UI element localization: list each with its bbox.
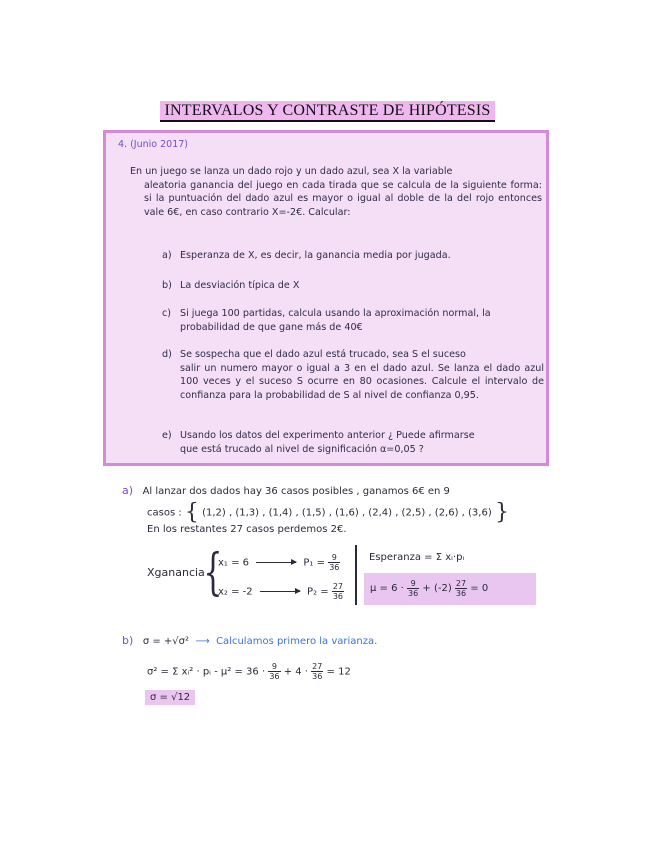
variance-mid: + 4 ·: [283, 666, 308, 678]
separator-line: [355, 545, 357, 605]
part-text-rest: salir un numero mayor o igual a 3 en el dado azul. Se lanza el dado azul 100 veces y el suceso S ocurre en 80 ocasiones. Calcule el intervalo de confianza para la probabilidad de S al nivel de confianza 0,95.: [180, 362, 544, 401]
x2-value: x₂ = -2: [218, 586, 253, 598]
mu-f2-numerator: 27: [455, 578, 467, 588]
sigma-definition: σ = +√σ²: [142, 636, 189, 647]
part-text: Si juega 100 partidas, calcula usando la aproximación normal, la: [180, 308, 491, 319]
problem-part-e: [162, 429, 544, 456]
close-brace: }: [494, 500, 509, 525]
mu-rhs: = 0: [470, 583, 489, 594]
p2-label: P₂ =: [307, 586, 329, 598]
part-text-rest: que está trucado al nivel de significación α=0,05 ?: [180, 443, 424, 455]
mu-result: [364, 573, 536, 605]
var-f2-denominator: 36: [312, 672, 323, 681]
part-text: Usando los datos del experimento anterior ¿ Puede afirmarse: [180, 430, 475, 441]
mu-f1-numerator: 9: [407, 579, 419, 589]
problem-part-b: [162, 279, 544, 293]
p1-label: P₁ =: [303, 557, 326, 569]
page-title: INTERVALOS Y CONTRASTE DE HIPÓTESIS: [160, 101, 494, 122]
mu-f1-denominator: 36: [408, 588, 419, 598]
part-label: d): [162, 349, 172, 360]
arrow-icon: [256, 562, 296, 563]
mu-lhs: μ = 6 ·: [370, 583, 404, 594]
part-text-rest: probabilidad de que gane más de 40€: [180, 321, 363, 333]
solution-a-text: Al lanzar dos dados hay 36 casos posibles , ganamos 6€ en 9: [142, 486, 450, 497]
variance-formula: [147, 662, 351, 681]
problem-tag: 4. (Junio 2017): [118, 139, 188, 150]
solution-a-label: a): [122, 484, 134, 497]
variance-lhs: σ² = Σ xᵢ² · pᵢ - μ² = 36 ·: [147, 666, 266, 678]
arrow-icon: [260, 591, 300, 592]
mu-fraction-2: [455, 579, 467, 598]
esperanza-formula: Esperanza = Σ xᵢ·pᵢ: [369, 552, 465, 563]
intro-first-line: En un juego se lanza un dado rojo y un dado azul, sea X la variable: [130, 166, 453, 177]
solution-a-line3: En los restantes 27 casos perdemos 2€.: [147, 524, 347, 535]
part-label: a): [162, 250, 172, 261]
solution-b-line1: [122, 634, 377, 647]
cases-list: (1,2) , (1,3) , (1,4) , (1,5) , (1,6) , (2,4) , (2,5) , (2,6) , (3,6): [202, 507, 492, 519]
p2-fraction: [332, 582, 344, 601]
intro-rest: aleatoria ganancia del juego en cada tirada que se calcula de la siguiente forma: si la puntuación del dado azul es mayor o igual al doble de la del rojo entonces vale 6€, en caso contrario X=-2€. Calcular:: [144, 179, 542, 218]
p1-numerator: 9: [328, 553, 340, 563]
x1-value: x₁ = 6: [218, 557, 250, 569]
problem-part-d: [162, 348, 544, 402]
xganancia-label: Xganancia: [147, 566, 205, 579]
p1-fraction: [328, 553, 340, 572]
page-title-wrap: [0, 100, 655, 122]
part-text: Se sospecha que el dado azul está trucado, sea S el suceso: [180, 349, 466, 360]
part-label: e): [162, 430, 172, 441]
problem-part-c: [162, 307, 544, 334]
problem-intro: [130, 165, 542, 219]
var-fraction-2: [311, 662, 323, 681]
mu-fraction-1: [407, 579, 419, 598]
variance-rhs: = 12: [326, 666, 351, 678]
x2-row: [218, 582, 344, 601]
casos-label: casos :: [147, 507, 182, 519]
p1-denominator: 36: [329, 563, 340, 572]
sigma-result: σ = √12: [145, 690, 195, 705]
mu-f2-denominator: 36: [455, 588, 467, 598]
problem-box: [103, 130, 549, 466]
x1-row: [218, 553, 340, 572]
var-f2-numerator: 27: [312, 662, 323, 671]
p2-numerator: 27: [332, 582, 343, 591]
solution-a-line1: [122, 484, 450, 497]
part-text: La desviación típica de X: [180, 280, 300, 291]
problem-part-a: [162, 249, 544, 263]
p2-denominator: 36: [332, 592, 343, 601]
arrow-right-icon: ⟶: [192, 636, 213, 647]
var-fraction-1: [268, 662, 280, 681]
variable-brace: {: [203, 543, 223, 601]
variance-note: Calculamos primero la varianza.: [216, 636, 378, 647]
part-text: Esperanza de X, es decir, la ganancia media por jugada.: [180, 250, 451, 261]
solution-b-label: b): [122, 634, 134, 647]
part-label: c): [162, 308, 172, 319]
var-f1-denominator: 36: [269, 672, 280, 681]
var-f1-numerator: 9: [268, 662, 280, 672]
open-brace: {: [184, 500, 199, 525]
solution-a-cases: [147, 500, 509, 525]
part-label: b): [162, 280, 172, 291]
mu-mid: + (-2): [422, 583, 452, 594]
